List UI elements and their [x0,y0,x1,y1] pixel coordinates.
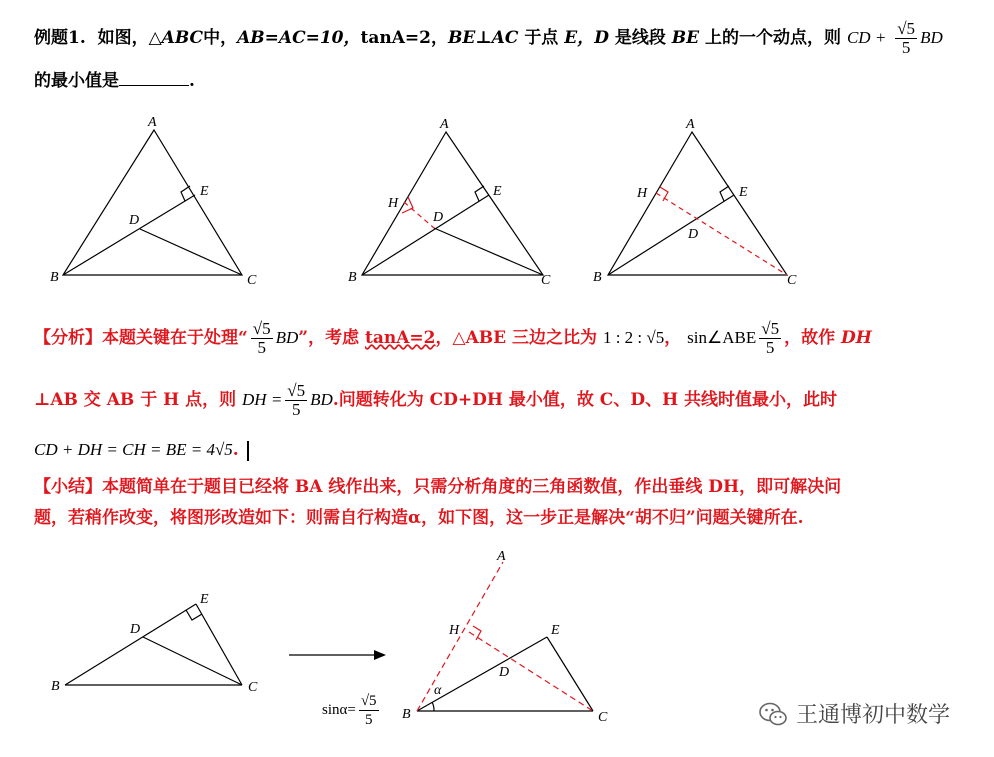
fig5-label-a: A [497,549,506,564]
fig1-label-e: E [200,184,209,199]
fig5-label-alpha: α [434,683,442,698]
fig2-label-h: H [388,196,399,211]
fig3-label-a: A [686,117,695,132]
fig3-label-b: B [593,270,602,285]
analysis-line-1: 【分析】本题关键在于处理“ $\frac{√5}{5}$ BD”，考虑 tanA=2，△ABE 三边之比为 1 : 2 : √5， sin∠ABE $\frac{√5}{5}$ ，故作 DH [34,319,872,357]
fig4-label-e: E [200,592,209,607]
watermark-text: 王通博初中数学 [796,703,951,728]
fraction-sqrt5-over-5: $\frac{√5}{5}$ [897,19,916,57]
fig5-label-e: E [551,623,560,638]
fig3-label-h: H [637,186,648,201]
summary-line-1: 【小结】本题简单在于题目已经将 BA 线作出来，只需分析角度的三角函数值，作出垂线 DH，即可解决问 [34,477,842,497]
fig4-label-b: B [51,679,60,694]
watermark [758,698,950,729]
fig3-label-c: C [787,273,797,288]
analysis-line-3: CD + DH = CH = BE = 4√5. [34,440,249,461]
fig3-label-e: E [739,185,748,200]
fig2-label-a: A [440,117,449,132]
problem-line-1: 例题1. 如图，△ABC中，AB=AC=10，tanA=2，BE⊥AC 于点 E，D 是线段 BE 上的一个动点，则 CD + $\frac{√5}{5}$ BD [34,19,943,57]
fig5-label-c: C [598,710,608,725]
fig1-label-d: D [129,213,140,228]
analysis-line-2: ⊥AB 交 AB 于 H 点，则 DH = $\frac{√5}{5}$ BD.问题转化为 CD+DH 最小值，故 C、D、H 共线时值最小，此时 [34,381,838,419]
problem-title: 例题1. [34,28,86,48]
summary-line-2: 题，若稍作改变，将图形改造如下：则需自行构造α，如下图，这一步正是解决“胡不归”问题关键所在. [34,508,804,528]
fig2-label-b: B [348,270,357,285]
fig4-label-c: C [248,680,258,695]
fig5-label-d: D [499,665,510,680]
fig5-label-h: H [449,623,460,638]
wechat-icon [758,701,788,727]
sin-alpha-formula: sinα= $\frac{√5}{5}$ [322,693,377,728]
fig4-label-d: D [130,622,141,637]
fig1-label-c: C [247,273,257,288]
fig1-label-a: A [148,115,157,130]
fig5-label-b: B [402,707,411,722]
fig3-label-d: D [688,227,699,242]
problem-line-2: 的最小值是 . [34,71,195,91]
fig2-label-e: E [493,184,502,199]
fig2-label-c: C [541,273,551,288]
fig2-label-d: D [433,210,444,225]
fig1-label-b: B [50,270,59,285]
